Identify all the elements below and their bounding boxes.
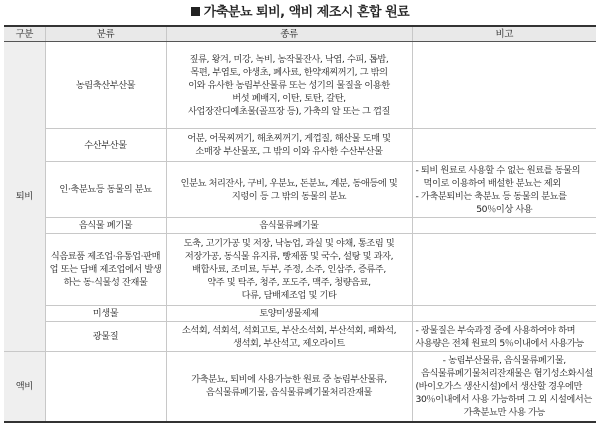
header-row [4, 26, 596, 42]
header-type: 종류 [166, 26, 412, 42]
note-cell: - 광물질은 부숙과정 중에 사용하여야 하며 사용량은 전체 원료의 5％이내에서 사용가능 [412, 322, 596, 352]
category-cell [45, 352, 166, 422]
header-group: 구분 [4, 26, 45, 42]
category-cell: 광물질 [45, 322, 166, 352]
category-cell: 인·축분뇨등 동물의 분뇨 [45, 162, 166, 218]
black-square-icon [191, 7, 200, 16]
category-cell: 농림축산부산물 [45, 42, 166, 129]
type-cell: 어분, 어묵찌꺼기, 해초찌꺼기, 게껍질, 해산물 도매 및 소매장 부산물포, 그 밖의 이와 유사한 수산부산물 [166, 129, 412, 162]
note-cell [412, 306, 596, 322]
note-cell [412, 234, 596, 306]
table-row [4, 234, 596, 306]
group-compost: 퇴비 [4, 42, 45, 352]
table-row [4, 306, 596, 322]
type-cell: 음식물류폐기물 [166, 218, 412, 234]
table-row [4, 218, 596, 234]
header-category: 분류 [45, 26, 166, 42]
type-cell: 가축분뇨, 퇴비에 사용가능한 원료 중 농림부산물류, 음식물류폐기물, 음식물류폐기물처리잔재물 [166, 352, 412, 422]
title-text: 가축분뇨 퇴비, 액비 제조시 혼합 원료 [203, 5, 410, 20]
type-cell: 토양미생물제제 [166, 306, 412, 322]
group-liquid: 액비 [4, 352, 45, 422]
note-cell: - 퇴비 원료로 사용할 수 없는 원료를 동물의 먹이로 이용하여 배설한 분뇨는 제외 - 가축분퇴비는 축분뇨 등 동물의 분뇨를 50％이상 사용 [412, 162, 596, 218]
raw-material-table [4, 25, 596, 423]
table-row [4, 162, 596, 218]
table-title [0, 4, 600, 22]
table-row [4, 129, 596, 162]
header-note: 비고 [412, 26, 596, 42]
category-cell: 음식물 폐기물 [45, 218, 166, 234]
category-cell: 수산부산물 [45, 129, 166, 162]
note-cell [412, 218, 596, 234]
note-cell [412, 129, 596, 162]
category-cell: 식음료품 제조업·유통업·판매업 또는 담배 제조업에서 발생하는 동·식물성 잔재물 [45, 234, 166, 306]
type-cell: 짚류, 왕겨, 미강, 녹비, 농작물잔사, 낙엽, 수피, 톱밥, 목편, 부엽토, 야생초, 폐사료, 한약재찌꺼기, 그 밖의 이와 유사한 농림부산물류 또는 성기의 물질을 이용한 버섯 폐배지, 이탄, 토탄, 갈탄, 사업장잔디예초물(골프장 등), 가축의 알 또는 그 껍질 [166, 42, 412, 129]
table-row [4, 322, 596, 352]
note-cell: - 농림부산물류, 음식물류폐기물, 음식물류폐기물처리잔재물은 혐기성소화시설 (바이오가스 생산시설)에서 생산할 경우에만 30％이내에서 사용 가능하며 그 외 시설에서는 가축분뇨만 사용 가능 [412, 352, 596, 422]
type-cell: 인분뇨 처리잔사, 구비, 우분뇨, 돈분뇨, 계분, 동애등에 및 지렁이 등 그 밖의 동물의 분뇨 [166, 162, 412, 218]
type-cell: 도축, 고기가공 및 저장, 낙농업, 과실 및 야채, 통조림 및 저장가공, 동식물 유지류, 빵제품 및 국수, 설탕 및 과자, 배합사료, 조미료, 두부, 주정, 소주, 인삼주, 증류주, 약주 및 탁주, 청주, 포도주, 맥주, 청량음료, 다류, 담배제조업 및 기타 [166, 234, 412, 306]
category-cell: 미생물 [45, 306, 166, 322]
table-row [4, 352, 596, 422]
note-cell [412, 42, 596, 129]
type-cell: 소석회, 석회석, 석회고토, 부산소석회, 부산석회, 패화석, 생석회, 부산석고, 제오라이트 [166, 322, 412, 352]
table-row [4, 42, 596, 129]
